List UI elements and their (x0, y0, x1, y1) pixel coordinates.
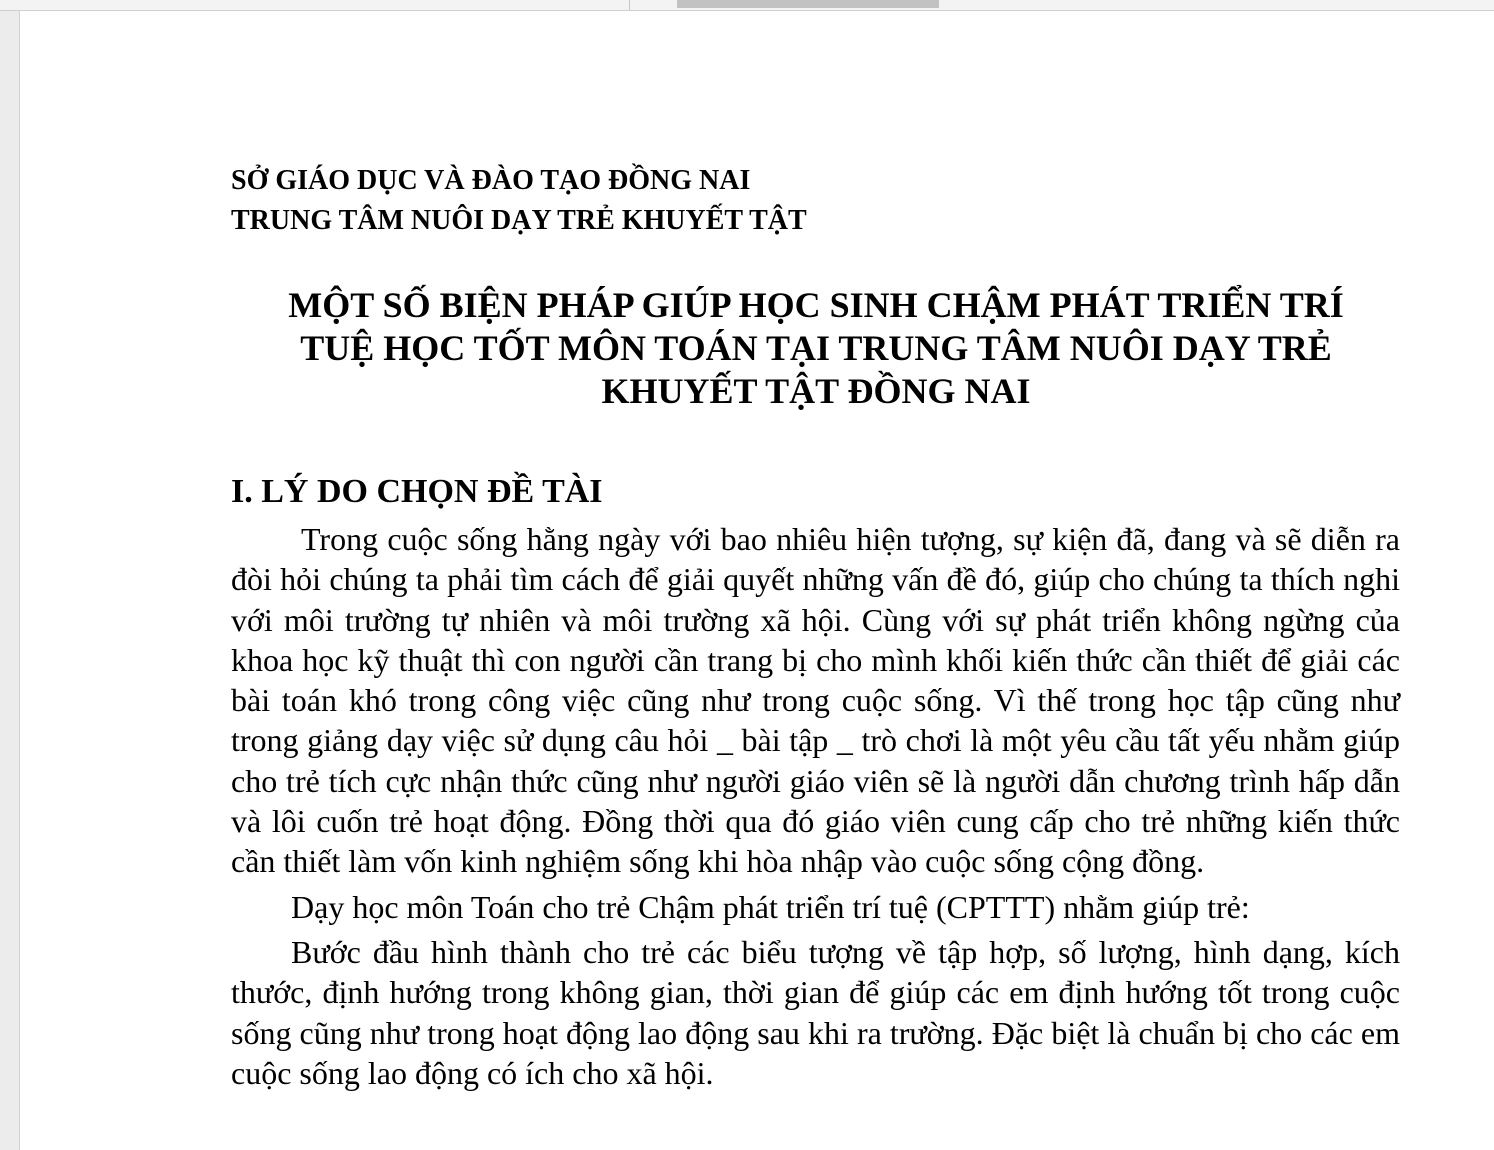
org-line-center: TRUNG TÂM NUÔI DẠY TRẺ KHUYẾT TẬT (231, 205, 807, 236)
document-page (20, 11, 1494, 1150)
body-paragraph-1: Trong cuộc sống hằng ngày với bao nhiêu hiện tượng, sự kiện đã, đang và sẽ diễn ra đòi hỏi chúng ta phải tìm cách để giải quyết những vấn đề đó, giúp cho chúng ta thích nghi với môi trường tự nhiên và môi trường xã hội. Cùng với sự phát triển không ngừng của khoa học kỹ thuật thì con người cần trang bị cho mình khối kiến thức cần thiết để giải các bài toán khó trong công việc cũng như trong cuộc sống. Vì thế trong học tập cũng như trong giảng dạy việc sử dụng câu hỏi _ bài tập _ trò chơi là một yêu cầu tất yếu nhằm giúp cho trẻ tích cực nhận thức cũng như người giáo viên sẽ là người dẫn chương trình hấp dẫn và lôi cuốn trẻ hoạt động. Đồng thời qua đó giáo viên cung cấp cho trẻ những kiến thức cần thiết làm vốn kinh nghiệm sống khi hòa nhập vào cuộc sống cộng đồng. (231, 521, 1400, 880)
document-title (231, 284, 1401, 413)
horizontal-scrollbar-thumb[interactable] (677, 0, 939, 8)
document-body (231, 519, 1400, 1093)
left-page-gutter (0, 11, 20, 1150)
body-paragraph-2: Dạy học môn Toán cho trẻ Chậm phát triển trí tuệ (CPTTT) nhằm giúp trẻ: (291, 888, 1250, 925)
title-line-3: KHUYẾT TẬT ĐỒNG NAI (601, 371, 1031, 411)
title-line-2: TUỆ HỌC TỐT MÔN TOÁN TẠI TRUNG TÂM NUÔI DẠY TRẺ (300, 328, 1332, 368)
org-line-department: SỞ GIÁO DỤC VÀ ĐÀO TẠO ĐỒNG NAI (231, 165, 751, 196)
top-ruler-bar (0, 0, 1494, 11)
ruler-tick (629, 0, 630, 10)
organization-header (231, 161, 807, 241)
title-line-1: MỘT SỐ BIỆN PHÁP GIÚP HỌC SINH CHẬM PHÁT TRIỂN TRÍ (288, 285, 1344, 325)
section-heading: I. LÝ DO CHỌN ĐỀ TÀI (231, 473, 603, 510)
body-paragraph-3: Bước đầu hình thành cho trẻ các biểu tượng về tập hợp, số lượng, hình dạng, kích thước, định hướng trong không gian, thời gian để giúp các em định hướng tốt trong cuộc sống cũng như trong hoạt động lao động sau khi ra trường. Đặc biệt là chuẩn bị cho các em cuộc sống lao động có ích cho xã hội. (231, 933, 1400, 1091)
